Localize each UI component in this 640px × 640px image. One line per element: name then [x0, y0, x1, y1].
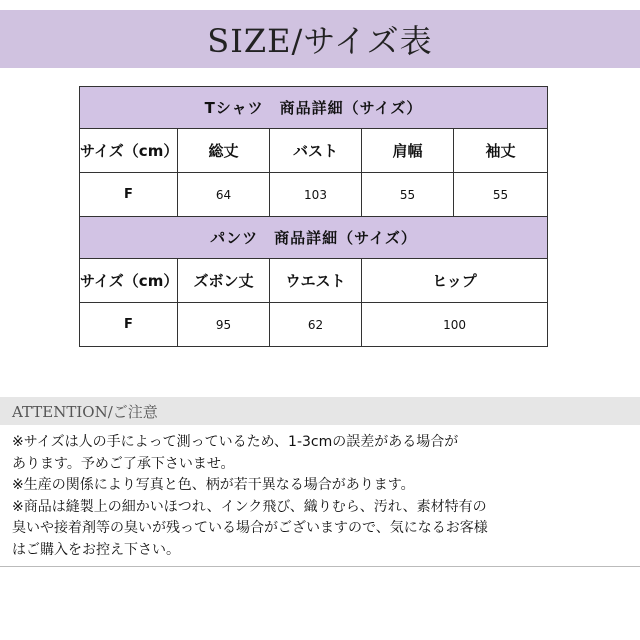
- pants-size-value: F: [80, 303, 178, 347]
- tshirt-header-row: [80, 129, 548, 173]
- title-banner: [0, 10, 640, 68]
- note-line: 臭いや接着剤等の臭いが残っている場合がございますので、気になるお客様: [12, 520, 488, 536]
- pants-hip-value: 100: [362, 303, 548, 347]
- note-line: あります。予めご了承下さいませ。: [12, 455, 235, 472]
- tshirt-size-value: F: [80, 173, 178, 217]
- pants-col-size: サイズ（cm）: [80, 259, 178, 303]
- tshirt-shoulder-value: 55: [362, 173, 454, 217]
- pants-col-waist: ウエスト: [270, 259, 362, 303]
- note-line: ※生産の関係により写真と色、柄が若干異なる場合があります。: [12, 477, 415, 493]
- table-row: [80, 303, 548, 347]
- pants-col-hip: ヒップ: [362, 259, 548, 303]
- tshirt-col-bust: バスト: [270, 129, 362, 173]
- attention-banner: [0, 397, 640, 425]
- tshirt-col-shoulder: 肩幅: [362, 129, 454, 173]
- attention-label: ATTENTION/ご注意: [12, 402, 158, 421]
- table-row: [80, 173, 548, 217]
- divider: [0, 566, 640, 567]
- tshirt-length-value: 64: [178, 173, 270, 217]
- tshirt-section-header: Tシャツ 商品詳細（サイズ）: [80, 87, 548, 129]
- pants-waist-value: 62: [270, 303, 362, 347]
- pants-section-header: パンツ 商品詳細（サイズ）: [80, 217, 548, 259]
- tshirt-bust-value: 103: [270, 173, 362, 217]
- attention-notes: [12, 432, 632, 561]
- tshirt-col-size: サイズ（cm）: [80, 129, 178, 173]
- note-line: はご購入をお控え下さい。: [12, 541, 180, 558]
- pants-header-row: [80, 259, 548, 303]
- page-title: SIZE/サイズ表: [207, 22, 433, 60]
- pants-length-value: 95: [178, 303, 270, 347]
- tshirt-col-length: 総丈: [178, 129, 270, 173]
- note-line: ※商品は縫製上の細かいほつれ、インク飛び、織りむら、汚れ、素材特有の: [12, 498, 487, 515]
- size-table: [79, 86, 548, 347]
- pants-col-length: ズボン丈: [178, 259, 270, 303]
- tshirt-sleeve-value: 55: [454, 173, 548, 217]
- tshirt-col-sleeve: 袖丈: [454, 129, 548, 173]
- note-line: ※サイズは人の手によって測っているため、1-3cmの誤差がある場合が: [12, 434, 459, 450]
